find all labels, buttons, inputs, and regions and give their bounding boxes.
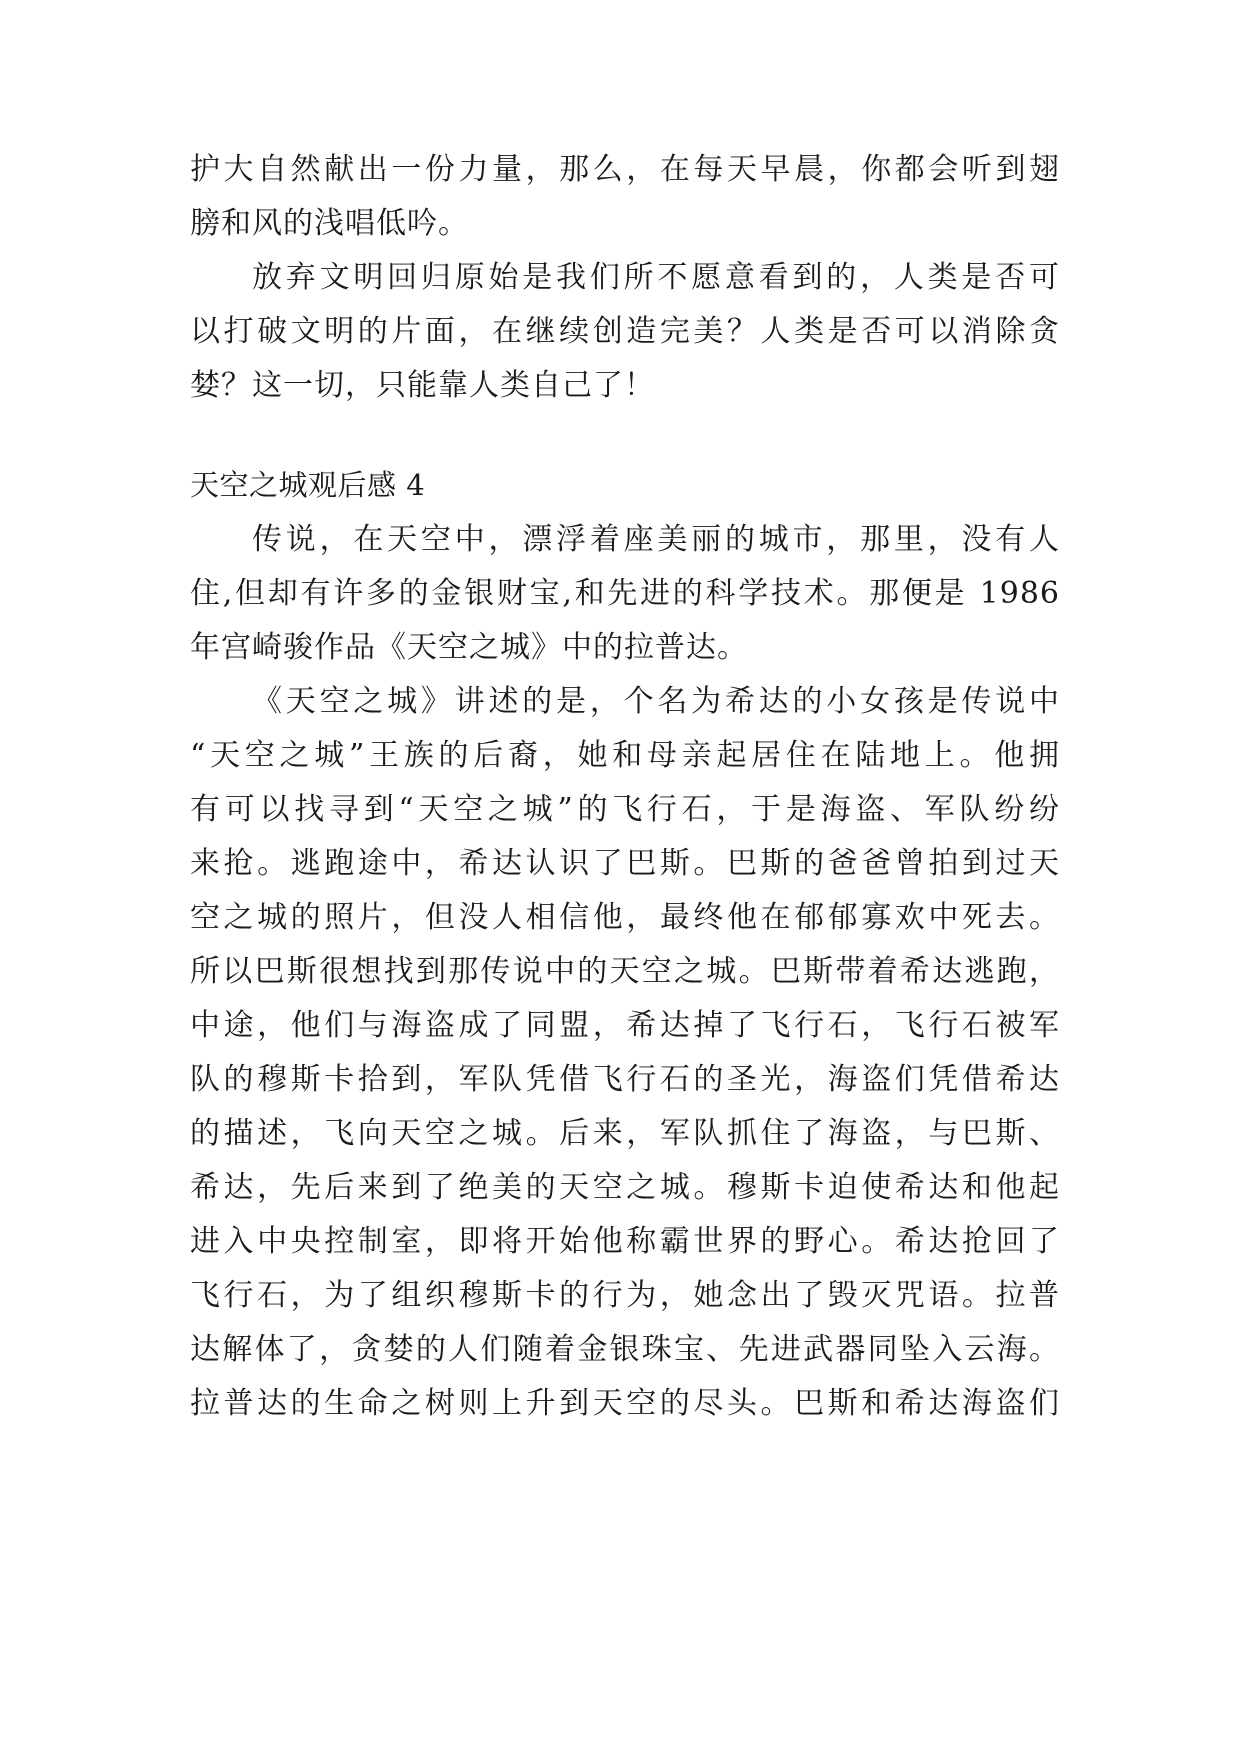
paragraph-first-line: 传说，在天空中，漂浮着座美丽的城市，那里，没有人 — [252, 522, 1060, 557]
text-line: 以打破文明的片面，在继续创造完美？人类是否可以消除贪 — [190, 314, 1060, 349]
text-line: 拉普达的生命之树则上升到天空的尽头。巴斯和希达海盗们 — [190, 1386, 1060, 1421]
text-line: 住,但却有许多的金银财宝,和先进的科学技术。那便是 1986 — [190, 576, 1060, 611]
text-line: 的描述，飞向天空之城。后来，军队抓住了海盗，与巴斯、 — [190, 1116, 1060, 1151]
text-line: 年宫崎骏作品《天空之城》中的拉普达。 — [190, 630, 748, 665]
text-line: 中途，他们与海盗成了同盟，希达掉了飞行石，飞行石被军 — [190, 1008, 1060, 1043]
text-line: 空之城的照片，但没人相信他，最终他在郁郁寡欢中死去。 — [190, 900, 1060, 935]
text-line: 护大自然献出一份力量，那么，在每天早晨，你都会听到翅 — [190, 152, 1060, 187]
text-line: 达解体了，贪婪的人们随着金银珠宝、先进武器同坠入云海。 — [190, 1332, 1060, 1367]
text-line: 婪？这一切，只能靠人类自己了！ — [190, 368, 655, 403]
text-line: 来抢。逃跑途中，希达认识了巴斯。巴斯的爸爸曾拍到过天 — [190, 846, 1060, 881]
paragraph-first-line: 《天空之城》讲述的是，个名为希达的小女孩是传说中 — [252, 684, 1060, 719]
text-line: 进入中央控制室，即将开始他称霸世界的野心。希达抢回了 — [190, 1224, 1060, 1259]
text-line: “天空之城”王族的后裔，她和母亲起居住在陆地上。他拥 — [190, 738, 1060, 773]
text-line: 希达，先后来到了绝美的天空之城。穆斯卡迫使希达和他起 — [190, 1170, 1060, 1205]
paragraph-first-line: 放弃文明回归原始是我们所不愿意看到的，人类是否可 — [252, 260, 1060, 295]
text-line: 膀和风的浅唱低吟。 — [190, 206, 469, 241]
section-title: 天空之城观后感 4 — [190, 468, 426, 502]
text-line: 有可以找寻到“天空之城”的飞行石，于是海盗、军队纷纷 — [190, 792, 1060, 827]
text-line: 队的穆斯卡拾到，军队凭借飞行石的圣光，海盗们凭借希达 — [190, 1062, 1060, 1097]
text-line: 所以巴斯很想找到那传说中的天空之城。巴斯带着希达逃跑， — [190, 954, 1060, 989]
text-line: 飞行石，为了组织穆斯卡的行为，她念出了毁灭咒语。拉普 — [190, 1278, 1060, 1313]
